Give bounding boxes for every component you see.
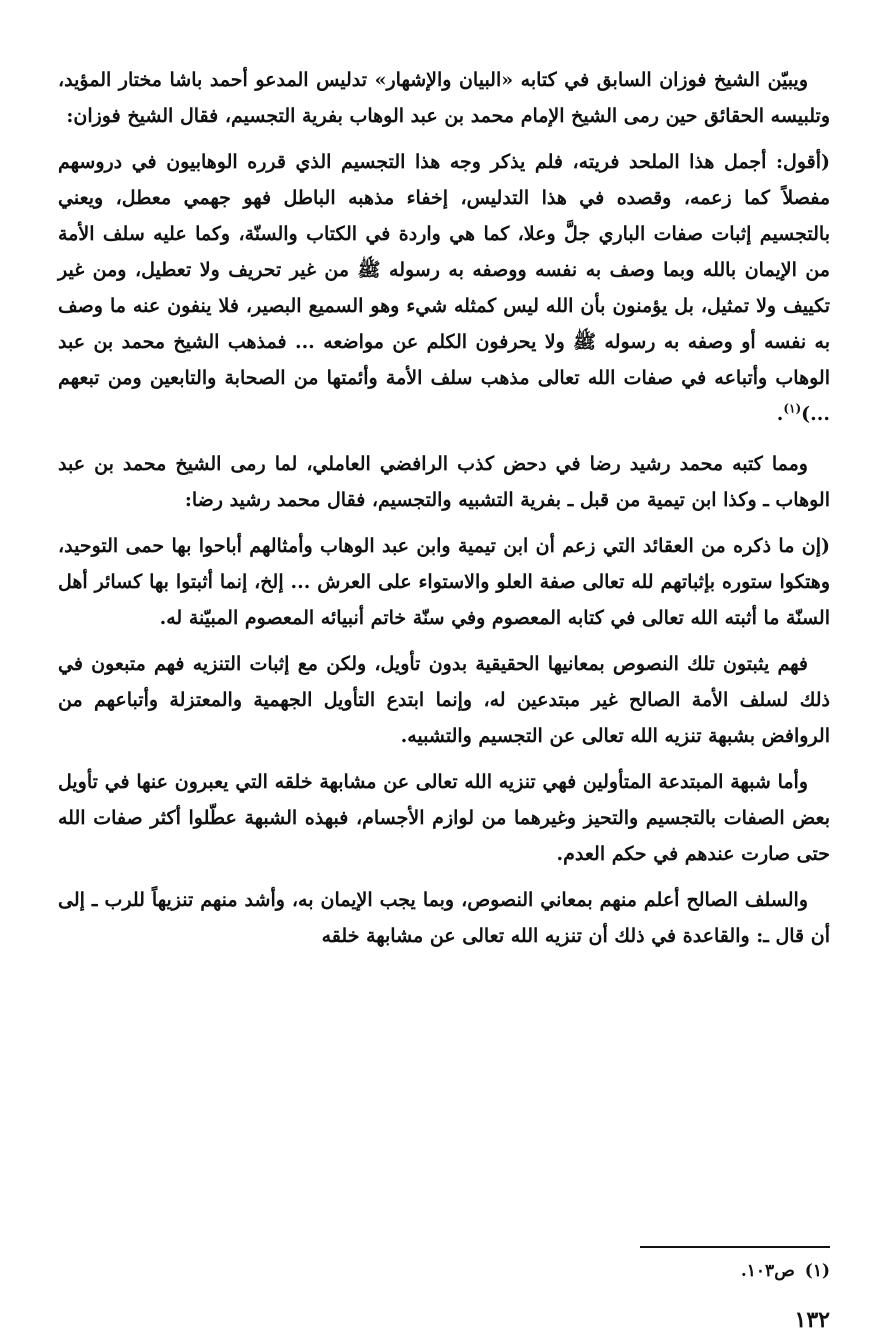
book-page — [58, 62, 830, 1332]
footnote-number: (١) — [804, 1261, 830, 1281]
paragraph-ithbat — [58, 646, 830, 754]
page-number: ١٣٢ — [794, 1307, 830, 1333]
paragraph-intro-rashid-rida — [58, 446, 830, 518]
quote-text: (أقول: أجمل هذا الملحد فريته، فلم يذكر وجه هذا التجسيم الذي قرره الوهابيون في دروسهم مفصلاً كما زعمه، وقصده في هذا التدليس، إخفاء مذهبه الباطل فهو جهمي معطل، ويعني بالتجسيم إثبات صفات الباري جلَّ وعلا، كما هي واردة في الكتاب والسنّة، وكما عليه سلف الأمة من الإيمان بالله وبما وصف به نفسه ووصفه به رسوله ﷺ من غير تحريف ولا تعطيل، ومن غير تكييف ولا تمثيل، بل يؤمنون بأن الله ليس كمثله شيء وهو السميع البصير، فلا ينفون عنه ما وصف به نفسه أو وصفه به رسوله ﷺ ولا يحرفون الكلم عن مواضعه ... فمذهب الشيخ محمد بن عبد الوهاب وأتباعه في صفات الله تعالى مذهب سلف الأمة وأئمتها من الصحابة والتابعين ومن تبعهم ...) — [58, 151, 830, 425]
footnote-text: ص١٠٣. — [740, 1261, 795, 1281]
footnote-divider — [640, 1246, 830, 1248]
quote-text: (إن ما ذكره من العقائد التي زعم أن ابن تيمية وابن عبد الوهاب وأمثالهم أباحوا بها حمى التوحيد، وهتكوا ستوره بإثباتهم لله تعالى صفة العلو والاستواء على العرش ... إلخ، إنما أثبتوا بها كسائر أهل السنّة ما أثبته الله تعالى في كتابه المعصوم وفي سنّة خاتم أنبيائه المعصوم المبيّنة له. — [58, 535, 830, 629]
paragraph-text: ويبيّن الشيخ فوزان السابق في كتابه «البيان والإشهار» تدليس المدعو أحمد باشا مختار المؤيد، وتلبيسه الحقائق حين رمى الشيخ الإمام محمد بن عبد الوهاب بفرية التجسيم، فقال الشيخ فوزان: — [58, 69, 830, 127]
quote-ending: . — [776, 403, 784, 425]
paragraph-salaf — [58, 882, 830, 954]
quote-fawzan — [58, 144, 830, 432]
quote-rashid-rida — [58, 528, 830, 636]
footnote — [741, 1259, 830, 1283]
footnote-marker[interactable]: (١) — [783, 401, 802, 416]
paragraph-text: ومما كتبه محمد رشيد رضا في دحض كذب الرافضي العاملي، لما رمى الشيخ محمد بن عبد الوهاب ـ وكذا ابن تيمية من قبل ـ بفرية التشبيه والتجسيم، فقال محمد رشيد رضا: — [58, 453, 830, 511]
paragraph-shubha — [58, 764, 830, 872]
paragraph-intro-fawzan — [58, 62, 830, 134]
paragraph-text: والسلف الصالح أعلم منهم بمعاني النصوص، وبما يجب الإيمان به، وأشد منهم تنزيهاً للرب ـ إلى أن قال ـ: والقاعدة في ذلك أن تنزيه الله تعالى عن مشابهة خلقه — [58, 889, 830, 947]
paragraph-text: فهم يثبتون تلك النصوص بمعانيها الحقيقية بدون تأويل، ولكن مع إثبات التنزيه فهم متبعون في ذلك لسلف الأمة الصالح غير مبتدعين له، وإنما ابتدع التأويل الجهمية والمعتزلة وأتباعهم من الروافض بشبهة تنزيه الله تعالى عن التجسيم والتشبيه. — [58, 653, 830, 747]
paragraph-text: وأما شبهة المبتدعة المتأولين فهي تنزيه الله تعالى عن مشابهة خلقه التي يعبرون عنها في تأويل بعض الصفات بالتجسيم والتحيز وغيرهما من لوازم الأجسام، فبهذه الشبهة عطّلوا أكثر صفات الله حتى صارت عندهم في حكم العدم. — [58, 771, 830, 865]
